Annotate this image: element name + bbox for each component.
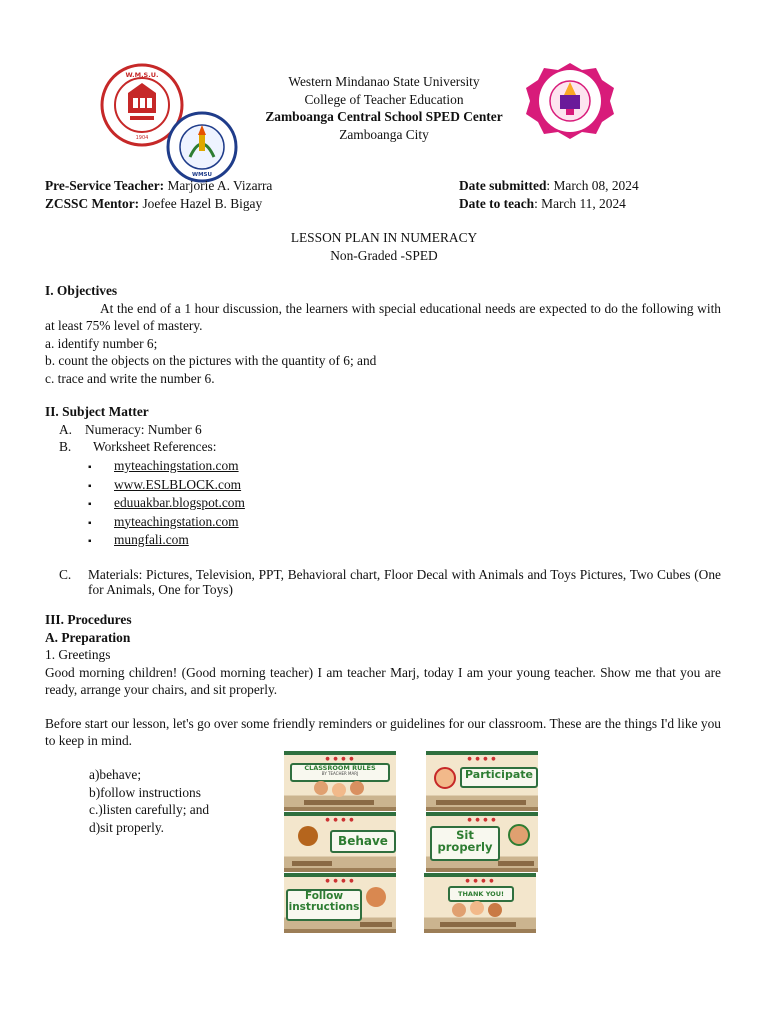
reference-link[interactable]: www.ESLBLOCK.com [114, 476, 242, 492]
item-b-marker: B. [59, 439, 72, 454]
svg-text:1904: 1904 [135, 135, 149, 141]
bullet-icon: ▪ [88, 462, 92, 473]
greetings-step: 1. Greetings [45, 647, 111, 662]
item-a-marker: A. [59, 421, 73, 437]
submitted-date: : March 08, 2024 [546, 178, 639, 193]
mentor-label: ZCSSC Mentor: [45, 195, 140, 211]
submitted-label: Date submitted [459, 178, 547, 193]
child-illustration [452, 903, 466, 917]
dots-decoration: ● ● ● ● [467, 817, 497, 823]
rules-list [89, 766, 209, 836]
teacher-label: Pre-Service Teacher: [45, 178, 165, 193]
rule-item: b)follow instructions [89, 784, 201, 800]
child-illustration [350, 781, 364, 795]
child-illustration [298, 826, 318, 846]
rule-item: d)sit properly. [89, 819, 164, 835]
svg-text:WMSU: WMSU [192, 172, 212, 178]
classroom-rules-picture [284, 751, 396, 811]
date-info [459, 177, 639, 212]
dots-decoration: ● ● ● ● [325, 817, 355, 823]
dots-decoration: ● ● ● ● [325, 878, 355, 884]
reference-link[interactable]: myteachingstation.com [114, 458, 239, 473]
bullet-icon: ▪ [88, 517, 92, 529]
school-name: Zamboanga Central School SPED Center [265, 109, 503, 124]
item-c-marker: C. [59, 566, 72, 582]
reference-link[interactable]: eduuakbar.blogspot.com [114, 495, 245, 510]
objectives-section [45, 282, 721, 387]
classroom-rules-subtitle: BY TEACHER MARJ [321, 770, 359, 776]
reference-list [88, 457, 764, 550]
zcs-logo [524, 62, 616, 140]
dots-decoration: ● ● ● ● [325, 756, 355, 762]
university-name: Western Mindanao State University [288, 74, 480, 89]
behave-banner: Behave [330, 830, 396, 853]
reference-link[interactable]: myteachingstation.com [114, 513, 239, 529]
follow-instructions-banner: Follow instructions [286, 889, 362, 921]
child-illustration [488, 903, 502, 917]
child-illustration [366, 887, 386, 907]
numeracy-topic: Numeracy: Number 6 [85, 421, 202, 437]
thank-you-banner: THANK YOU! [448, 886, 514, 902]
teacher-info [45, 177, 272, 212]
teach-date: : March 11, 2024 [534, 195, 626, 211]
behave-picture [284, 812, 396, 872]
sit-properly-picture [426, 812, 538, 872]
objectives-heading: I. Objectives [45, 283, 118, 298]
procedures-heading: III. Procedures [45, 612, 132, 627]
rule-item: c.)listen carefully; and [89, 802, 210, 818]
preparation-heading: A. Preparation [45, 629, 131, 645]
cte-logo [166, 111, 238, 183]
objective-item: b. count the objects on the pictures with the quantity of 6; and [45, 353, 377, 369]
subject-matter-section [45, 403, 721, 597]
materials-text: Materials: Pictures, Television, PPT, Behavioral chart, Floor Decal with Animals and Toys Pictures, Two Cubes (One for Animals, One for Toys) [88, 566, 721, 597]
participate-banner: Participate [460, 767, 538, 788]
sit-properly-banner: Sit properly [430, 826, 500, 861]
dots-decoration: ● ● ● ● [465, 878, 495, 884]
title-line-1: LESSON PLAN IN NUMERACY [290, 230, 478, 245]
greeting-text: Good morning children! (Good morning teacher) I am teacher Marj, today I am your young teacher. Show me that you are ready, arrange your chairs, and sit properly. [45, 664, 721, 698]
dots-decoration: ● ● ● ● [467, 756, 497, 762]
teach-label: Date to teach [459, 195, 535, 211]
participate-picture [426, 751, 538, 811]
subject-matter-heading: II. Subject Matter [45, 404, 149, 419]
reference-link[interactable]: mungfali.com [114, 532, 189, 547]
reminder-text: Before start our lesson, let's go over some friendly reminders or guidelines for our classroom. These are the things I'd like you to keep in mind. [45, 715, 721, 749]
child-illustration [434, 767, 456, 789]
objectives-intro: At the end of a 1 hour discussion, the learners with special educational needs are expected to do the following with at least 75% level of mastery. [45, 300, 721, 334]
objective-item: c. trace and write the number 6. [45, 370, 215, 386]
child-illustration [470, 901, 484, 915]
child-illustration [508, 824, 530, 846]
follow-instructions-picture [284, 873, 396, 933]
city-name: Zamboanga City [339, 126, 429, 142]
teacher-name: Marjorie A. Vizarra [164, 178, 273, 193]
svg-text:W.M.S.U.: W.M.S.U. [125, 71, 159, 79]
college-name: College of Teacher Education [304, 91, 464, 107]
bullet-icon: ▪ [88, 536, 92, 547]
worksheet-references-label: Worksheet References: [93, 439, 217, 454]
classroom-rules-title: CLASSROOM RULES [304, 764, 376, 772]
child-illustration [332, 783, 346, 797]
objective-item: a. identify number 6; [45, 335, 158, 351]
child-illustration [314, 781, 328, 795]
rule-item: a)behave; [89, 767, 142, 782]
procedures-section [45, 611, 721, 750]
classroom-rules-banner [290, 763, 390, 782]
letterhead [234, 73, 534, 143]
mentor-name: Joefee Hazel B. Bigay [139, 195, 263, 211]
bullet-icon: ▪ [88, 480, 92, 492]
bullet-icon: ▪ [88, 499, 92, 510]
title-line-2: Non-Graded -SPED [330, 247, 438, 263]
thank-you-picture [424, 873, 536, 933]
lesson-title [184, 229, 584, 264]
